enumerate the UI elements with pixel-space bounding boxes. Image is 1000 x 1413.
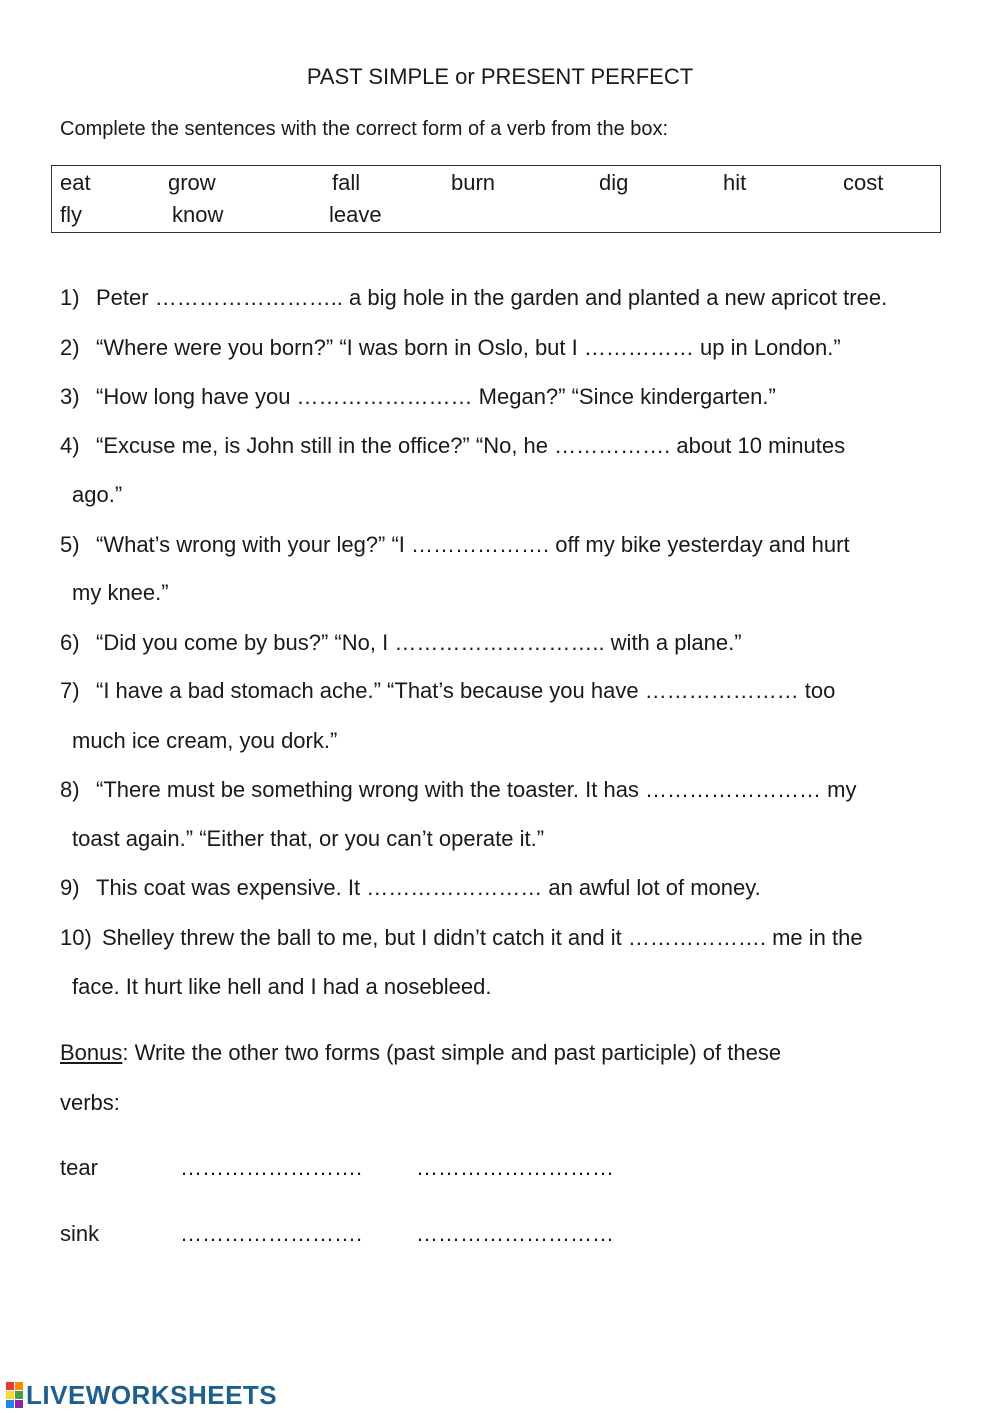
logo-block — [15, 1391, 23, 1399]
exercise-1 — [60, 285, 887, 311]
exercise-10-continuation: face. It hurt like hell and I had a nosebleed. — [72, 974, 492, 999]
exercise-number: 10) — [60, 925, 92, 950]
word-box-item: cost — [843, 170, 884, 195]
exercise-text: “Did you come by bus?” “No, I ……………………….. with a plane.” — [96, 630, 742, 655]
logo-blocks-icon — [6, 1382, 23, 1408]
exercise-4-continuation: ago.” — [72, 482, 123, 507]
exercise-7-continuation: much ice cream, you dork.” — [72, 728, 338, 753]
word-box-item: dig — [599, 170, 629, 195]
page-title: PAST SIMPLE or PRESENT PERFECT — [306, 64, 694, 89]
logo-block — [6, 1391, 14, 1399]
word-box-item: hit — [723, 170, 747, 195]
word-box-item: grow — [168, 170, 216, 195]
bonus-label: Bonus — [60, 1040, 123, 1065]
exercise-8-continuation: toast again.” “Either that, or you can’t operate it.” — [72, 826, 545, 851]
bonus-verb: sink — [60, 1221, 100, 1246]
exercise-text: “Excuse me, is John still in the office?” “No, he ……………. about 10 minutes — [96, 433, 846, 458]
exercise-4 — [60, 433, 845, 459]
bonus-instruction-continuation: verbs: — [60, 1090, 120, 1115]
exercise-number: 6) — [60, 630, 80, 655]
logo-block — [6, 1382, 14, 1390]
word-box-item: fly — [60, 202, 82, 227]
word-box-item: leave — [329, 202, 382, 227]
exercise-number: 2) — [60, 335, 80, 360]
logo-block — [6, 1400, 14, 1408]
logo-block — [15, 1400, 23, 1408]
exercise-5-continuation: my knee.” — [72, 580, 169, 605]
logo-block — [15, 1382, 23, 1390]
exercise-number: 9) — [60, 875, 80, 900]
word-box-item: burn — [451, 170, 496, 195]
exercise-number: 4) — [60, 433, 80, 458]
past-simple-blank[interactable]: ……………………. — [180, 1221, 363, 1246]
exercise-text: “There must be something wrong with the toaster. It has …………………… my — [96, 777, 857, 802]
liveworksheets-logo[interactable] — [6, 1380, 277, 1410]
exercise-number: 3) — [60, 384, 80, 409]
word-box-item: eat — [60, 170, 91, 195]
exercise-9 — [60, 875, 761, 901]
past-participle-blank[interactable]: ……………………… — [416, 1221, 614, 1246]
exercise-text: This coat was expensive. It …………………… an awful lot of money. — [96, 875, 761, 900]
exercise-number: 1) — [60, 285, 80, 310]
exercise-3 — [60, 384, 776, 410]
exercise-6 — [60, 630, 742, 656]
exercise-10 — [60, 925, 863, 951]
exercise-text: “I have a bad stomach ache.” “That’s because you have ………………… too — [96, 678, 836, 703]
exercise-7 — [60, 678, 835, 704]
word-box-item: fall — [332, 170, 361, 195]
exercise-text: “What’s wrong with your leg?” “I ………………. off my bike yesterday and hurt — [96, 532, 850, 557]
logo-text: LIVEWORKSHEETS — [26, 1379, 278, 1410]
exercise-number: 8) — [60, 777, 80, 802]
bonus-verb: tear — [60, 1155, 98, 1180]
exercise-2 — [60, 335, 841, 361]
exercise-number: 5) — [60, 532, 80, 557]
bonus-instruction — [60, 1040, 781, 1066]
word-box — [51, 165, 941, 233]
past-simple-blank[interactable]: ……………………. — [180, 1155, 363, 1180]
word-box-item: know — [172, 202, 224, 227]
exercise-text: “How long have you …………………… Megan?” “Since kindergarten.” — [96, 384, 776, 409]
exercise-number: 7) — [60, 678, 80, 703]
exercise-text: Peter …………………….. a big hole in the garden and planted a new apricot tree. — [96, 285, 888, 310]
exercise-8 — [60, 777, 856, 803]
past-participle-blank[interactable]: ……………………… — [416, 1155, 614, 1180]
exercise-text: Shelley threw the ball to me, but I didn’t catch it and it ………………. me in the — [102, 925, 863, 950]
bonus-text: : Write the other two forms (past simple and past participle) of these — [122, 1040, 782, 1065]
exercise-5 — [60, 532, 850, 558]
exercise-text: “Where were you born?” “I was born in Oslo, but I …………… up in London.” — [96, 335, 841, 360]
instruction-text: Complete the sentences with the correct form of a verb from the box: — [60, 118, 669, 140]
